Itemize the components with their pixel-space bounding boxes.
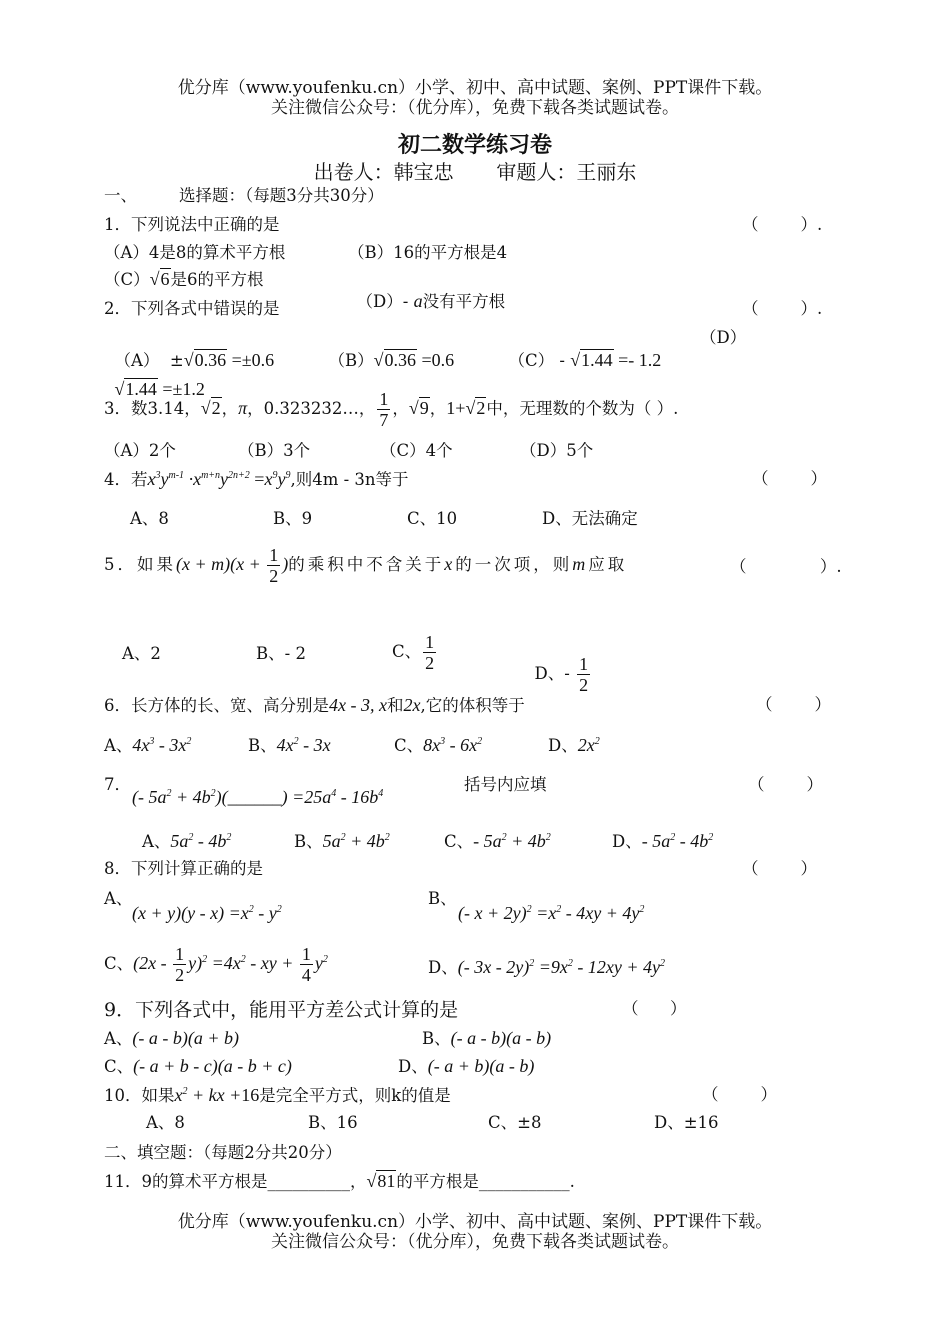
q11-stem: 11．9的算术平方根是__________，√81的平方根是___________.: [104, 1171, 575, 1191]
q1-answer-bracket: （ ）.: [742, 215, 823, 234]
q4-option-b: B、9: [273, 509, 313, 528]
q8-answer-bracket: （ ）: [742, 859, 817, 878]
q8-option-a-label: A、: [104, 889, 133, 908]
q11-blank-1[interactable]: __________: [267, 1172, 350, 1191]
q5-option-a: A、2: [122, 644, 161, 663]
sqrt-6: √6: [149, 269, 170, 289]
q10-option-d: D、±16: [654, 1113, 719, 1132]
q11-blank-2[interactable]: ___________: [478, 1172, 570, 1191]
q6-option-b: B、$4x^2 - 3x$: [248, 735, 331, 755]
q6-answer-bracket: （ ）: [756, 695, 831, 714]
q10-answer-bracket: （ ）: [702, 1085, 777, 1104]
header-line-2: 关注微信公众号：（优分库），免费下载各类试题试卷。: [271, 98, 679, 118]
q7-option-b: B、$5a^2 + 4b^2$: [294, 831, 390, 851]
author-writer: 出卷人：韩宝忠: [313, 160, 454, 184]
q2-option-b: （B）√0.36 =0.6: [328, 350, 455, 370]
q2-answer-bracket: （ ）.: [742, 299, 823, 318]
q6-option-a: A、$4x^3 - 3x^2$: [104, 735, 192, 755]
q8-option-a: $(x + y)(y - x) =x^2 - y^2$: [132, 903, 282, 923]
q5-option-c: C、 $\frac{1}{2}$: [392, 632, 435, 673]
q2-stem: 2．下列各式中错误的是: [104, 299, 280, 318]
q5-option-d: D、- $\frac{1}{2}$: [534, 654, 589, 695]
q3-stem: 3．数3.14，√2，π，0.323232…， $\frac{1}{7}$ ，√9，1+√2中，无理数的个数为（ ）.: [104, 389, 679, 430]
q7-answer-bracket: （ ）: [748, 775, 823, 794]
page-title: 初二数学练习卷: [397, 132, 552, 158]
q1-stem: 1．下列说法中正确的是: [104, 215, 280, 234]
q3-option-a: （A）2个: [104, 441, 176, 460]
q7-option-c: C、- $5a^2 + 4b^2$: [444, 831, 551, 851]
q10-stem: 10．如果$x^2$ + kx +16是完全平方式，则k的值是: [104, 1085, 451, 1105]
section-1-heading: 一、 选择题：（每题3分共30分）: [104, 186, 384, 205]
q8-option-d: D、(- $3x - 2y)^2 =9x^2 - 12xy + 4y^2$: [428, 957, 665, 977]
q2-option-d-label: （D）: [700, 328, 747, 347]
q4-stem: 4．若$x^3y^{m-1} \cdot x^{m+n}y^{2n+2} =x^9y^9$,则4m - 3n等于: [104, 469, 409, 489]
q6-option-c: C、$8x^3 - 6x^2$: [394, 735, 483, 755]
q1-option-c: [104, 268, 264, 291]
q9-option-c: C、(- a + b - c)(a - b + c): [104, 1056, 292, 1076]
q4-option-d: D、无法确定: [542, 509, 638, 528]
q2-option-d: √1.44 =±1.2: [114, 379, 205, 399]
q8-option-b-label: B、: [428, 889, 457, 908]
q3-option-d: （D）5个: [520, 441, 594, 460]
q5-option-b: B、- 2: [256, 644, 306, 663]
q10-option-a: A、8: [146, 1113, 185, 1132]
q8-stem: 8．下列计算正确的是: [104, 859, 263, 878]
header-line-1: 优分库（www.youfenku.cn）小学、初中、高中试题、案例、PPT课件下载。: [177, 78, 773, 98]
q6-stem: 6．长方体的长、宽、高分别是4x - 3, x和2x,它的体积等于: [104, 695, 525, 715]
footer-line-1: 优分库（www.youfenku.cn）小学、初中、高中试题、案例、PPT课件下载。: [177, 1212, 773, 1232]
q10-option-b: B、16: [308, 1113, 358, 1132]
q2-option-c: （C） - √1.44 =- 1.2: [508, 350, 662, 370]
q7-option-d: D、- $5a^2 - 4b^2$: [612, 831, 714, 851]
q1-option-c-text: 是6的平方根: [170, 270, 264, 289]
q4-option-a: A、8: [130, 509, 169, 528]
q4-answer-bracket: （ ）: [752, 469, 827, 488]
q9-option-a: A、(- a - b)(a + b): [104, 1028, 240, 1048]
q1-option-b: （B）16的平方根是4: [348, 243, 508, 262]
q6-option-d: D、$2x^2$: [548, 735, 600, 755]
q3-option-c: （C）4个: [380, 441, 453, 460]
q8-option-b: (- $x + 2y)^2 =x^2 - 4xy + 4y^2$: [458, 903, 645, 923]
q1-option-d: （D）- a没有平方根: [356, 291, 506, 311]
q7-number: 7．: [104, 775, 131, 794]
footer-line-2: 关注微信公众号：（优分库），免费下载各类试题试卷。: [271, 1232, 679, 1252]
q7-option-a: A、$5a^2 - 4b^2$: [142, 831, 232, 851]
q9-option-d: D、(- a + b)(a - b): [398, 1056, 535, 1076]
q5-answer-bracket: （ ）.: [730, 557, 842, 576]
q9-answer-bracket: （ ）: [622, 999, 687, 1018]
q9-stem: 9．下列各式中，能用平方差公式计算的是: [104, 999, 459, 1021]
q4-option-c: C、10: [407, 509, 458, 528]
q8-option-c: C、(2x - $\frac{1}{2}$ $y)^2 =4x^2$ - xy + $\frac{1}{4}$ $y^2$: [104, 944, 328, 985]
q7-text: 括号内应填: [464, 775, 547, 794]
q3-option-b: （B）3个: [238, 441, 311, 460]
section-2-heading: 二、填空题：（每题2分共20分）: [104, 1143, 342, 1162]
q2-option-a: （A） ±√0.36 =±0.6: [114, 350, 275, 370]
q10-option-c: C、±8: [488, 1113, 542, 1132]
q1-option-c-label: （C）: [104, 270, 150, 289]
q5-stem: 5．如果(x + m)(x + $\frac{1}{2}$ )的乘积中不含关于x的一次项，则m应取: [104, 545, 628, 586]
q7-expression: (- $5a^2$ + $4b^2)(\_\_\_\_\_\_) =25a^4 - 16b^4$: [132, 787, 384, 807]
q9-option-b: B、(- a - b)(a - b): [422, 1028, 552, 1048]
q1-option-a: （A）4是8的算术平方根: [104, 243, 286, 262]
authors: [0, 156, 950, 185]
author-reviewer: 审题人：王丽东: [496, 160, 637, 184]
